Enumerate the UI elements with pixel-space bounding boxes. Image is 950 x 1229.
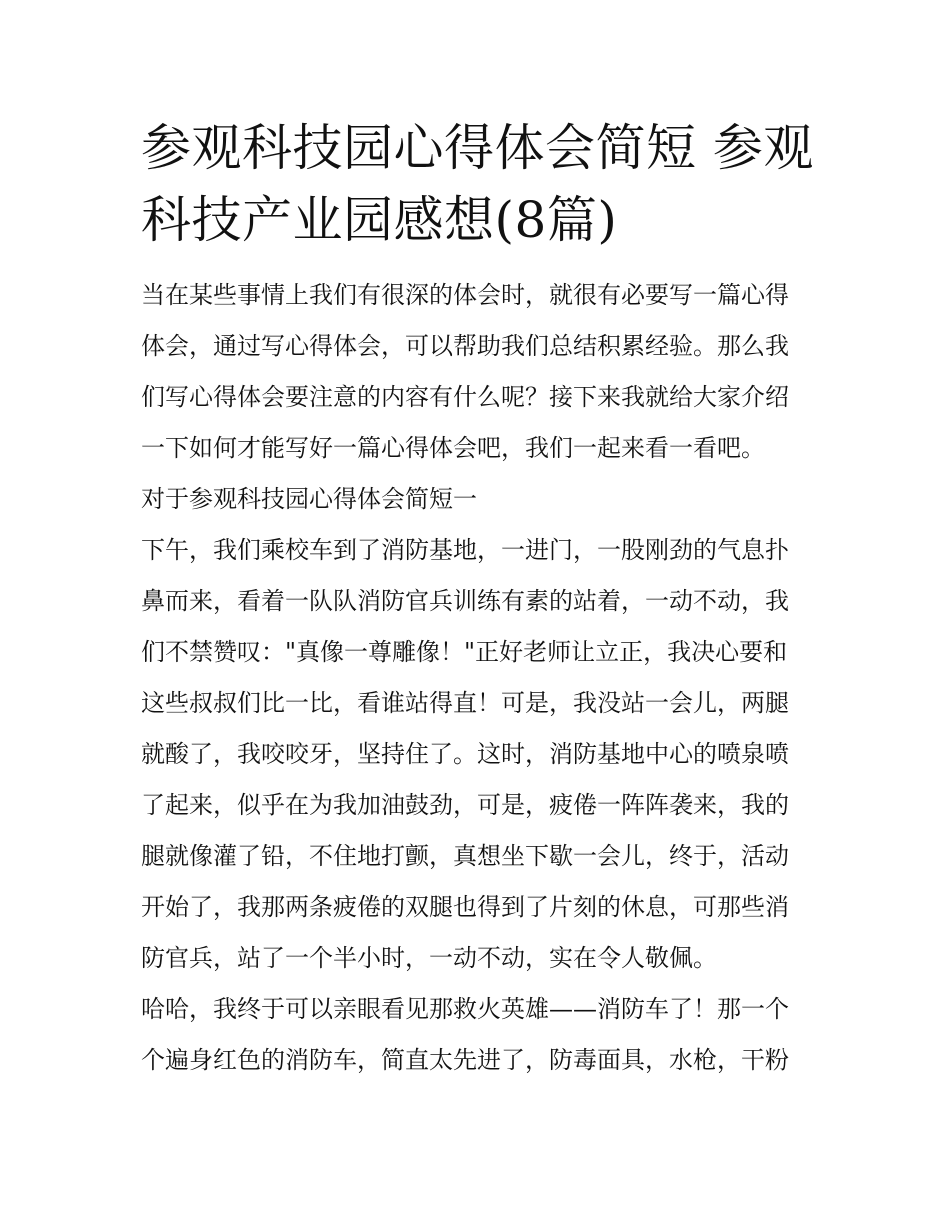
- text-line: 体会，通过写心得体会，可以帮助我们总结积累经验。那么我: [141, 332, 789, 360]
- title-line: 参观科技园心得体会简短 参观: [141, 119, 814, 177]
- text-line: 就酸了，我咬咬牙，坚持住了。这时，消防基地中心的喷泉喷: [141, 740, 789, 768]
- text-line: 这些叔叔们比一比，看谁站得直！可是，我没站一会儿，两腿: [141, 689, 789, 717]
- section-heading: 对于参观科技园心得体会简短一: [141, 485, 477, 513]
- text-line: 开始了，我那两条疲倦的双腿也得到了片刻的休息，可那些消: [141, 893, 789, 921]
- text-line: 个遍身红色的消防车，简直太先进了，防毒面具，水枪，干粉: [141, 1046, 789, 1074]
- text-line: 们写心得体会要注意的内容有什么呢？接下来我就给大家介绍: [141, 383, 789, 411]
- text-line: 腿就像灌了铅，不住地打颤，真想坐下歇一会儿，终于，活动: [141, 842, 789, 870]
- document-title: [141, 112, 814, 256]
- title-line: 科技产业园感想(8篇): [141, 191, 618, 249]
- document-body: [141, 270, 811, 1086]
- text-line: 哈哈，我终于可以亲眼看见那救火英雄——消防车了！那一个: [141, 995, 789, 1023]
- paragraph-2: [141, 984, 811, 1086]
- text-line: 下午，我们乘校车到了消防基地，一进门，一股刚劲的气息扑: [141, 536, 789, 564]
- text-line: 一下如何才能写好一篇心得体会吧，我们一起来看一看吧。: [141, 434, 765, 462]
- intro-paragraph: [141, 270, 811, 474]
- paragraph-1: [141, 525, 811, 984]
- text-line: 鼻而来，看着一队队消防官兵训练有素的站着，一动不动，我: [141, 587, 789, 615]
- document-content: [141, 112, 814, 1086]
- text-line: 防官兵，站了一个半小时，一动不动，实在令人敬佩。: [141, 944, 717, 972]
- text-line: 了起来，似乎在为我加油鼓劲，可是，疲倦一阵阵袭来，我的: [141, 791, 789, 819]
- text-line: 当在某些事情上我们有很深的体会时，就很有必要写一篇心得: [141, 281, 789, 309]
- text-line: 们不禁赞叹："真像一尊雕像！"正好老师让立正，我决心要和: [141, 638, 788, 666]
